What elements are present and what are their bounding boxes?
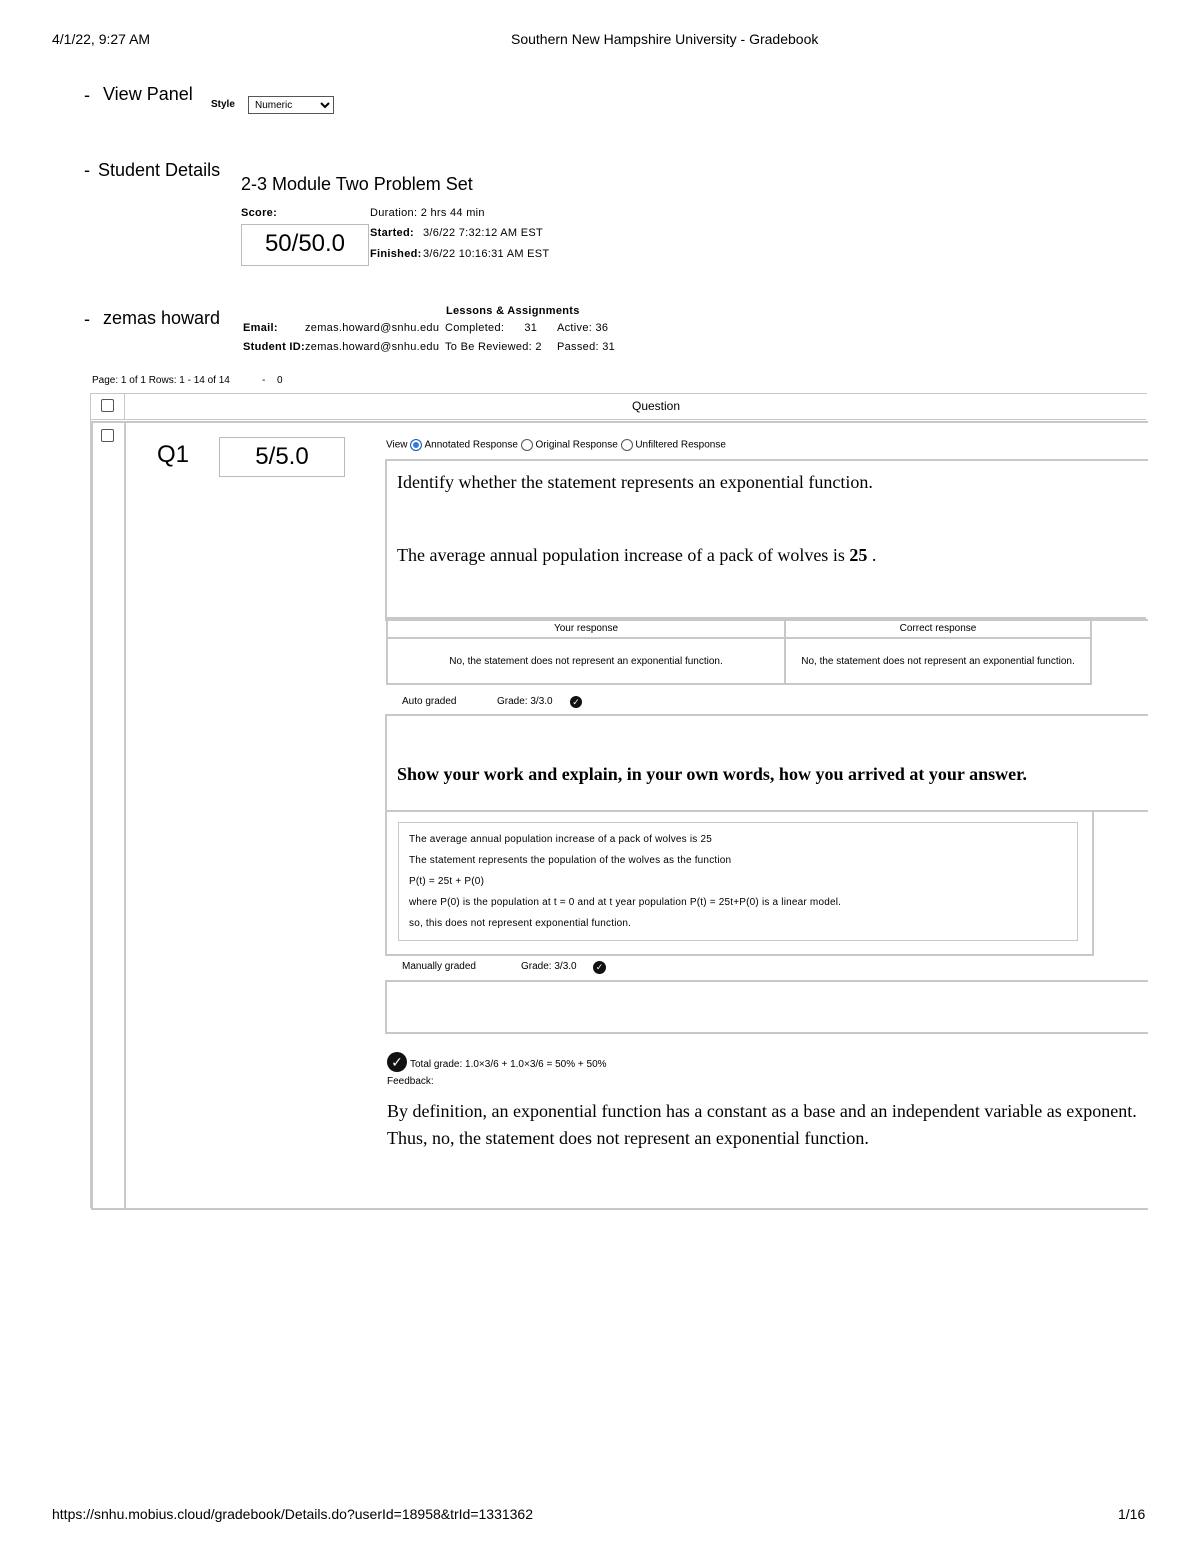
print-url: https://snhu.mobius.cloud/gradebook/Details.do?userId=18958&trId=1331362 — [52, 1506, 534, 1522]
view-panel-title[interactable]: View Panel — [103, 84, 193, 104]
manual-grade-check-icon: ✓ — [593, 961, 606, 974]
work-line-border — [1092, 810, 1146, 812]
print-datetime: 4/1/22, 9:27 AM — [52, 31, 151, 47]
duration: Duration: 2 hrs 44 min — [370, 207, 485, 219]
select-all-checkbox[interactable] — [101, 399, 114, 412]
student-toggle[interactable]: - — [84, 309, 90, 329]
question-select-checkbox[interactable] — [101, 429, 114, 442]
header-divider — [124, 393, 125, 419]
your-response-cell: No, the statement does not represent an exponential function. — [387, 638, 785, 684]
pagination-separator: - — [262, 375, 266, 386]
question-column-header: Question — [632, 399, 681, 413]
student-id-label: Student ID: — [243, 341, 305, 353]
started-value: 3/6/22 7:32:12 AM EST — [423, 227, 544, 239]
work-line: where P(0) is the population at t = 0 and at t year population P(t) = 25t+P(0) is a linear model. — [409, 897, 842, 908]
pagination-zero[interactable]: 0 — [277, 375, 283, 386]
correct-response-header: Correct response — [785, 618, 1091, 638]
work-line: The statement represents the population of the wolves as the function — [409, 855, 732, 866]
view-options — [386, 439, 726, 451]
statement-text: The average annual population increase of a pack of wolves is — [397, 545, 845, 565]
statement-period: . — [871, 545, 877, 565]
annotated-response-label[interactable]: Annotated Response — [424, 439, 518, 451]
total-grade-check-icon: ✓ — [387, 1052, 407, 1072]
annotated-response-radio[interactable] — [410, 439, 422, 451]
correct-response-cell: No, the statement does not represent an exponential function. — [785, 638, 1091, 684]
row-divider — [124, 421, 126, 1208]
manual-graded-label: Manually graded — [402, 961, 476, 972]
auto-grade-check-icon: ✓ — [570, 696, 582, 708]
question-statement — [397, 545, 876, 566]
finished-value: 3/6/22 10:16:31 AM EST — [423, 248, 550, 260]
to-be-reviewed-count: To Be Reviewed: 2 — [445, 341, 542, 353]
print-title: Southern New Hampshire University - Gradebook — [511, 31, 819, 47]
started-label: Started: — [370, 227, 414, 239]
student-name[interactable]: zemas howard — [103, 308, 221, 328]
view-label: View — [386, 439, 408, 451]
original-response-label[interactable]: Original Response — [535, 439, 618, 451]
student-details-title[interactable]: Student Details — [98, 160, 221, 180]
student-work — [398, 822, 1078, 941]
total-score: 50/50.0 — [241, 224, 369, 266]
email-value: zemas.howard@snhu.edu — [305, 322, 440, 334]
work-line: The average annual population increase of a pack of wolves is 25 — [409, 834, 712, 845]
work-prompt: Show your work and explain, in your own words, how you arrived at your answer. — [397, 764, 1027, 784]
response-line — [1092, 617, 1146, 619]
work-prompt-box — [385, 714, 1148, 812]
question-score: 5/5.0 — [219, 437, 345, 477]
unfiltered-response-label[interactable]: Unfiltered Response — [635, 439, 726, 451]
style-select[interactable] — [248, 96, 334, 114]
finished-label: Finished: — [370, 248, 422, 260]
assignment-title: 2-3 Module Two Problem Set — [241, 174, 473, 194]
email-label: Email: — [243, 322, 278, 334]
feedback-label: Feedback: — [387, 1076, 434, 1087]
auto-grade: Grade: 3/3.0 — [497, 696, 553, 707]
view-panel-toggle[interactable]: - — [84, 85, 90, 105]
passed-count: Passed: 31 — [557, 341, 616, 353]
total-grade: Total grade: 1.0×3/6 + 1.0×3/6 = 50% + 50% — [410, 1059, 607, 1070]
print-page-number: 1/16 — [1118, 1506, 1146, 1522]
student-details-toggle[interactable]: - — [84, 160, 90, 180]
statement-value: 25 — [849, 545, 868, 565]
pagination-info: Page: 1 of 1 Rows: 1 - 14 of 14 — [92, 375, 230, 386]
work-line: P(t) = 25t + P(0) — [409, 876, 485, 887]
style-label: Style — [211, 99, 235, 110]
student-id-value: zemas.howard@snhu.edu — [305, 341, 440, 353]
question-number: Q1 — [157, 441, 190, 468]
score-label: Score: — [241, 207, 278, 219]
response-table — [386, 617, 1092, 685]
manual-grade: Grade: 3/3.0 — [521, 961, 577, 972]
comment-box — [385, 980, 1148, 1034]
feedback-text: By definition, an exponential function has a constant as a base and an independent variable as exponent. Thus, no, the statement does not represent an exponential function. — [387, 1101, 1137, 1148]
unfiltered-response-radio[interactable] — [621, 439, 633, 451]
your-response-header: Your response — [387, 618, 785, 638]
question-prompt: Identify whether the statement represents an exponential function. — [397, 472, 873, 492]
lessons-heading: Lessons & Assignments — [446, 305, 580, 317]
auto-graded-label: Auto graded — [402, 696, 457, 707]
completed-count: Completed: 31 — [445, 322, 538, 334]
work-line: so, this does not represent exponential function. — [409, 918, 632, 929]
original-response-radio[interactable] — [521, 439, 533, 451]
header-bottom-border — [90, 419, 1146, 420]
active-count: Active: 36 — [557, 322, 609, 334]
